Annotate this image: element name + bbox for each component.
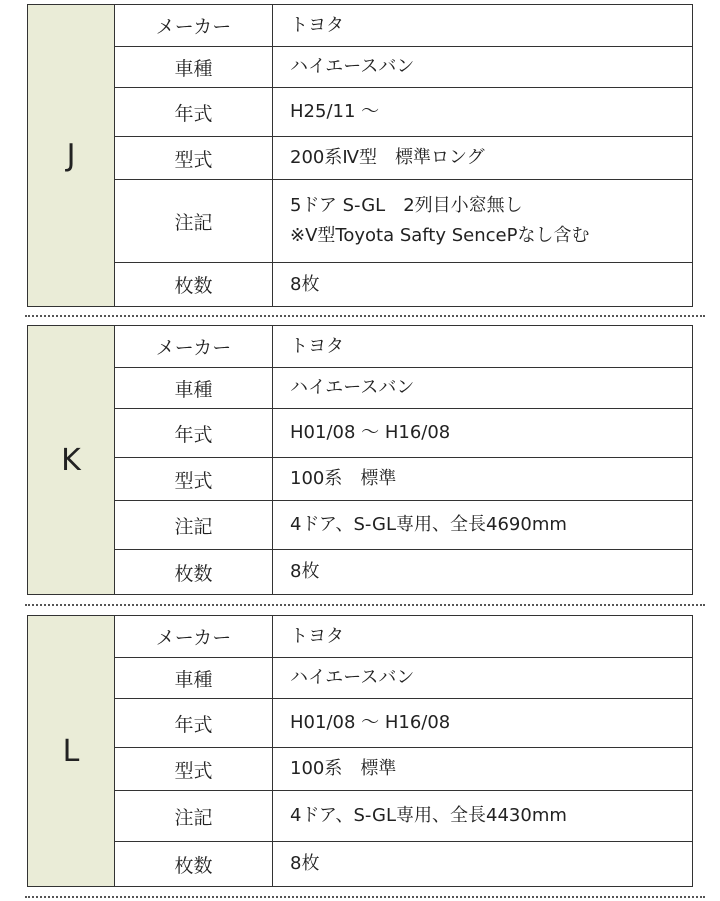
table-row — [115, 616, 692, 658]
note-line: 5ドア S-GL 2列目小窓無し — [290, 195, 523, 216]
maker-value: トヨタ — [290, 335, 344, 357]
maker-value: トヨタ — [290, 14, 344, 36]
table-row — [115, 263, 692, 306]
spec-rows — [115, 326, 692, 594]
note-line: 4ドア、S-GL専用、全長4690mm — [290, 514, 567, 535]
model-value: ハイエースバン — [290, 377, 415, 398]
count-label: 枚数 — [115, 550, 273, 594]
table-row — [115, 458, 692, 501]
note-value — [273, 501, 692, 549]
type-label: 型式 — [115, 458, 273, 500]
model-label: 車種 — [115, 368, 273, 408]
table-row — [115, 137, 692, 180]
model-value: ハイエースバン — [290, 667, 415, 688]
table-row — [115, 842, 692, 886]
spec-table-l — [27, 615, 693, 887]
spec-table-k — [27, 325, 693, 595]
count-value: 8枚 — [290, 561, 320, 582]
table-row — [115, 5, 692, 47]
maker-label: メーカー — [115, 5, 273, 46]
table-row — [115, 47, 692, 88]
year-value: H01/08 ～ H16/08 — [290, 422, 451, 443]
spec-table-j — [27, 4, 693, 307]
type-value: 100系 標準 — [290, 758, 397, 779]
count-value: 8枚 — [290, 273, 320, 295]
table-row — [115, 326, 692, 368]
model-value: ハイエースバン — [290, 56, 415, 77]
table-row — [115, 368, 692, 409]
type-value: 100系 標準 — [290, 468, 397, 489]
dotted-divider — [25, 315, 705, 317]
model-label: 車種 — [115, 658, 273, 698]
table-row — [115, 699, 692, 748]
variant-letter: L — [28, 616, 115, 886]
variant-letter: J — [28, 5, 115, 306]
year-label: 年式 — [115, 88, 273, 136]
spec-rows — [115, 616, 692, 886]
table-row — [115, 550, 692, 594]
note-label: 注記 — [115, 501, 273, 549]
type-label: 型式 — [115, 748, 273, 790]
note-line: ※Ⅴ型Toyota Safty SencePなし含む — [290, 225, 590, 246]
maker-label: メーカー — [115, 616, 273, 657]
table-row — [115, 748, 692, 791]
table-row — [115, 180, 692, 263]
count-label: 枚数 — [115, 263, 273, 306]
model-label: 車種 — [115, 47, 273, 87]
type-label: 型式 — [115, 137, 273, 179]
table-row — [115, 409, 692, 458]
table-row — [115, 658, 692, 699]
note-value — [273, 180, 692, 262]
maker-label: メーカー — [115, 326, 273, 367]
note-line: 4ドア、S-GL専用、全長4430mm — [290, 805, 567, 826]
dotted-divider — [25, 604, 705, 606]
table-row — [115, 501, 692, 550]
year-value: H25/11 ～ — [290, 101, 380, 122]
spec-rows — [115, 5, 692, 306]
year-label: 年式 — [115, 699, 273, 747]
type-value: 200系Ⅳ型 標準ロング — [290, 147, 485, 168]
count-value: 8枚 — [290, 853, 320, 874]
note-label: 注記 — [115, 180, 273, 262]
note-label: 注記 — [115, 791, 273, 841]
year-value: H01/08 ～ H16/08 — [290, 712, 451, 733]
year-label: 年式 — [115, 409, 273, 457]
table-row — [115, 88, 692, 137]
variant-letter: K — [28, 326, 115, 594]
dotted-divider — [25, 896, 705, 898]
count-label: 枚数 — [115, 842, 273, 886]
note-value — [273, 791, 692, 841]
table-row — [115, 791, 692, 842]
maker-value: トヨタ — [290, 625, 344, 647]
